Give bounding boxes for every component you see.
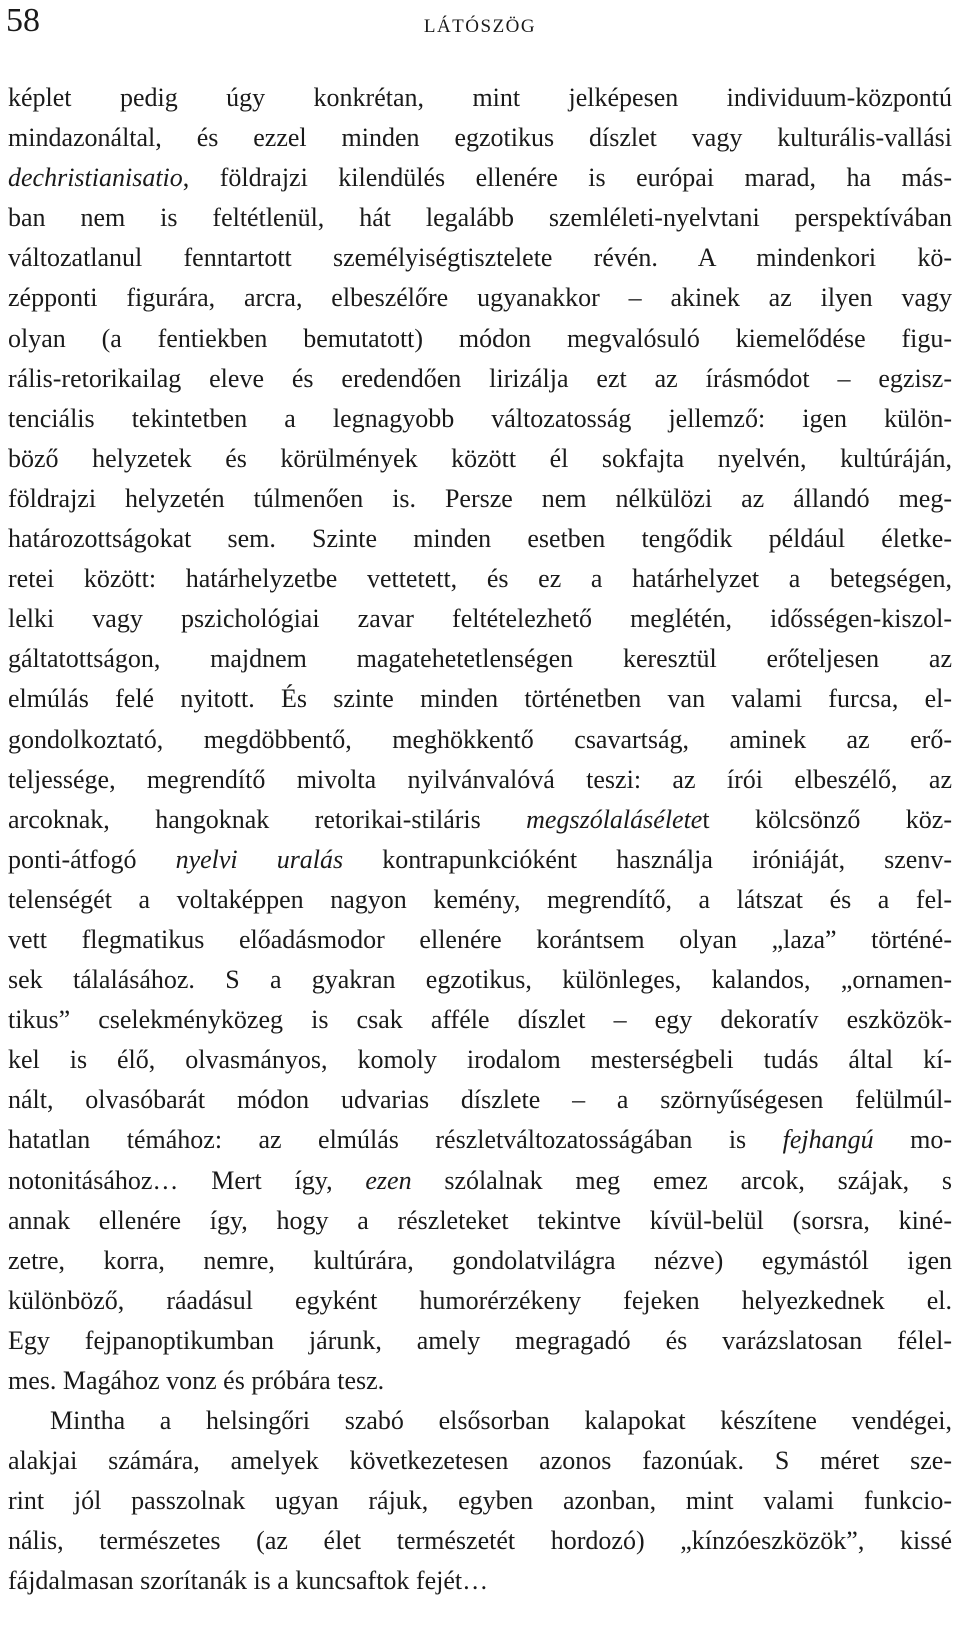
text-run: ponti-átfogó <box>8 844 176 874</box>
text-line: nális, természetes (az élet természetét hordozó) „kínzóeszközök”, kissé <box>8 1526 952 1556</box>
text-run: mo- <box>873 1125 952 1155</box>
text-line: Egy fejpanoptikumban járunk, amely megragadó és varázslatosan félel- <box>8 1325 952 1355</box>
text-line: határozottságokat sem. Szinte minden esetben tengődik például életke- <box>8 524 952 554</box>
text-run: notonitásához… Mert így, <box>8 1165 366 1195</box>
text-line: rint jól passzolnak ugyan rájuk, egyben azonban, mint valami funkcio- <box>8 1486 952 1516</box>
text-line: gáltatottságon, majdnem magatehetetlenségen keresztül erőteljesen az <box>8 644 952 674</box>
text-line: mindazonáltal, és ezzel minden egzotikus díszlet vagy kulturális-vallási <box>8 123 952 153</box>
text-line <box>8 1161 952 1201</box>
italic-emphasis: dechristianisatio <box>8 163 183 193</box>
text-run: arcoknak, hangoknak retorikai-stiláris <box>8 804 527 834</box>
text-line: ban nem is feltétlenül, hát legalább szemléleti-nyelvtani perspektívában <box>8 203 952 233</box>
text-line: földrajzi helyzetén túlmenően is. Persze nem nélkülözi az állandó meg- <box>8 483 952 513</box>
text-line: lelki vagy pszichológiai zavar feltételezhető meglétén, idősségen-kiszol- <box>8 604 952 634</box>
italic-emphasis: ezen <box>365 1165 412 1195</box>
text-line: zetre, korra, nemre, kultúrára, gondolatvilágra nézve) egymástól igen <box>8 1245 952 1275</box>
text-line: fájdalmasan szorítanák is a kuncsaftok fejét… <box>8 1566 489 1596</box>
text-line: sek tálalásához. S a gyakran egzotikus, különleges, kalandos, „ornamen- <box>8 965 952 995</box>
paragraph-2 <box>8 1401 952 1601</box>
text-line: böző helyzetek és körülmények között él sokfajta nyelvén, kultúráján, <box>8 443 952 473</box>
body-text <box>8 78 952 1602</box>
text-line: olyan (a fentiekben bemutatott) módon megvalósuló kiemelődése figu- <box>8 323 952 353</box>
text-line <box>8 840 952 880</box>
text-line <box>8 1120 952 1160</box>
text-run: t kölcsönző köz- <box>702 804 953 834</box>
text-run: hatatlan témához: az elmúlás részletváltozatosságában is <box>8 1125 783 1155</box>
text-line: telenségét a voltaképpen nagyon kemény, megrendítő, a látszat és a fel- <box>8 884 952 914</box>
text-line: retei között: határhelyzetbe vettetett, és ez a határhelyzet a betegségen, <box>8 564 952 594</box>
text-line: tenciális tekintetben a legnagyobb változatosság jellemző: igen külön- <box>8 403 952 433</box>
text-line: zépponti figurára, arcra, elbeszélőre ugyanakkor – akinek az ilyen vagy <box>8 283 952 313</box>
italic-emphasis: nyelvi uralás <box>175 844 344 874</box>
text-line <box>8 158 952 198</box>
text-line: gondolkoztató, megdöbbentő, meghökkentő csavartság, aminek az erő- <box>8 724 952 754</box>
text-run: , földrajzi kilendülés ellenére is európai marad, ha más- <box>182 163 952 193</box>
text-line: tikus” cselekményközeg is csak afféle díszlet – egy dekoratív eszközök- <box>8 1005 952 1035</box>
text-line: változatlanul fenntartott személyiségtisztelete révén. A mindenkori kö- <box>8 243 952 273</box>
text-line: alakjai számára, amelyek következetesen azonos fazonúak. S méret sze- <box>8 1446 952 1476</box>
text-line: teljessége, megrendítő mivolta nyilvánvalóvá teszi: az írói elbeszélő, az <box>8 764 952 794</box>
page-number: 58 <box>6 2 40 39</box>
text-line: képlet pedig úgy konkrétan, mint jelképesen individuum-központú <box>8 83 952 112</box>
text-line: különböző, ráadásul egyként humorérzékeny fejeken helyezkednek el. <box>8 1285 952 1315</box>
text-line: nált, olvasóbarát módon udvarias díszlete – a szörnyűségesen felülmúl- <box>8 1085 952 1115</box>
text-line: annak ellenére így, hogy a részleteket tekintve kívül-belül (sorsra, kiné- <box>8 1205 952 1235</box>
running-head: LÁTÓSZÖG <box>423 16 537 37</box>
italic-emphasis: megszólalásélete <box>526 804 703 834</box>
text-run: szólalnak meg emez arcok, szájak, s <box>411 1165 952 1195</box>
text-line: elmúlás felé nyitott. És szinte minden történetben van valami furcsa, el- <box>8 684 952 714</box>
text-line: kel is élő, olvasmányos, komoly irodalom mesterségbeli tudás által kí- <box>8 1045 952 1075</box>
italic-emphasis: fejhangú <box>782 1125 874 1155</box>
text-run: kontrapunkcióként használja iróniáját, szenv- <box>343 844 952 874</box>
text-line: Mintha a helsingőri szabó elsősorban kalapokat készítene vendégei, <box>50 1406 952 1436</box>
text-line: mes. Magához vonz és próbára tesz. <box>8 1366 385 1395</box>
text-line: rális-retorikailag eleve és eredendően lirizálja ezt az írásmódot – egzisz- <box>8 363 952 393</box>
text-line: vett flegmatikus előadásmodor ellenére korántsem olyan „laza” történé- <box>8 924 952 954</box>
text-line <box>8 800 952 840</box>
paragraph-1 <box>8 78 952 1401</box>
